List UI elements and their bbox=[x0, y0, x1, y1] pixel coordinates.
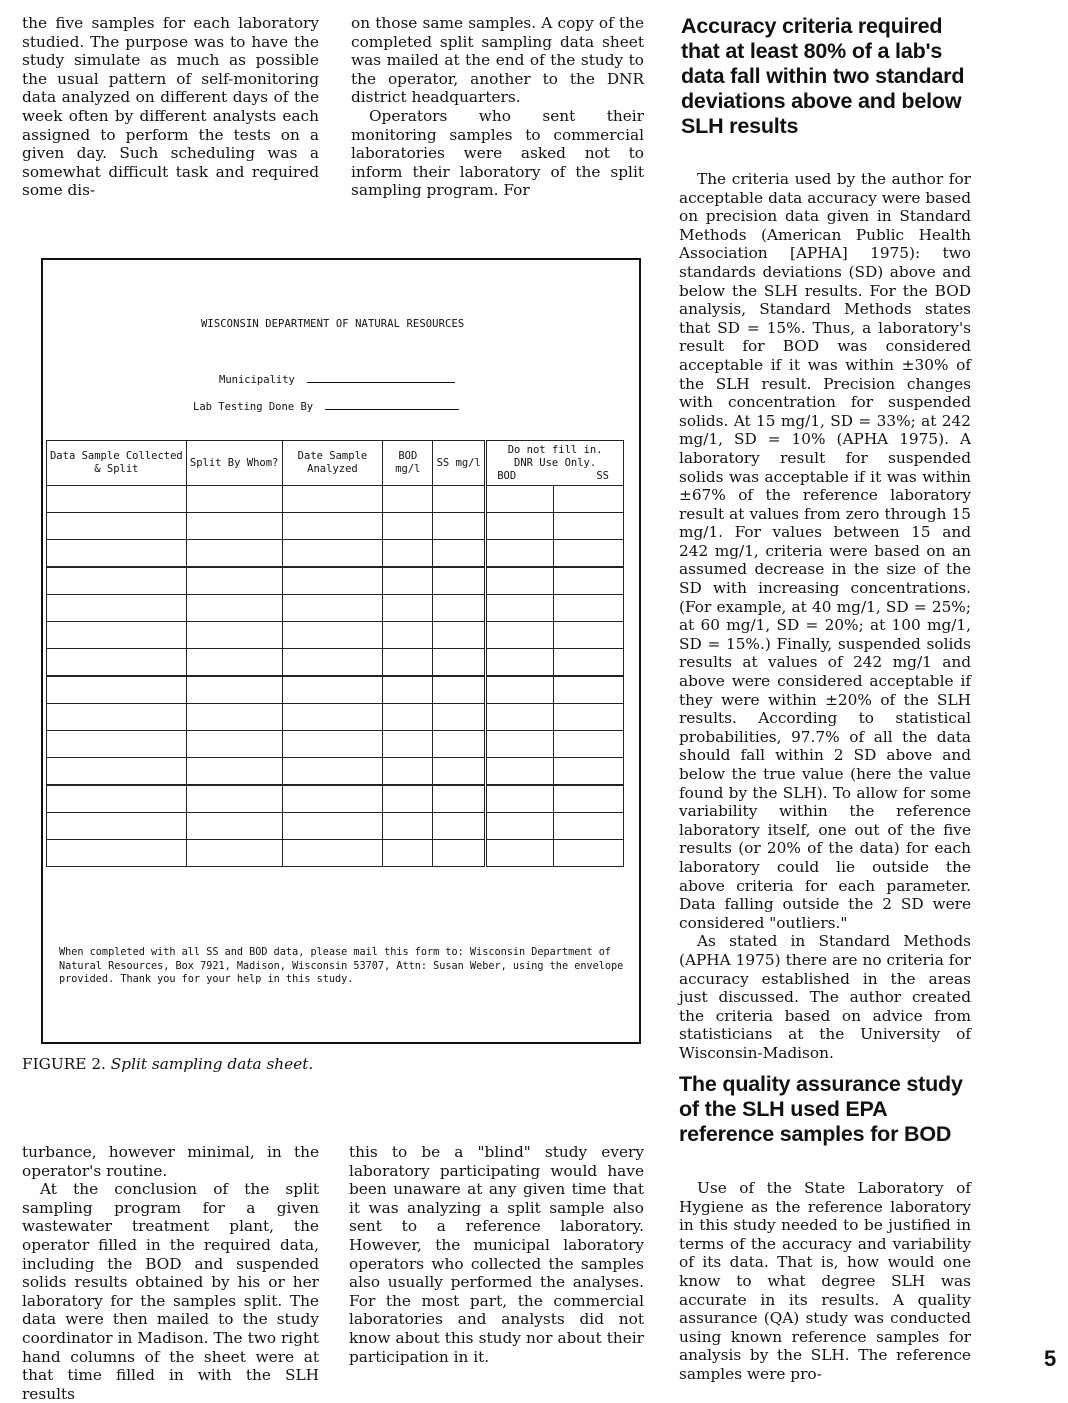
column1-top-text bbox=[22, 14, 319, 200]
table-cell bbox=[186, 676, 282, 704]
col1-top-paragraph: the five samples for each laboratory studied. The purpose was to have the study simulate as much as possible the usual pattern of self-monitoring data analyzed on different days of the week often by different analysts each assigned to perform the tests on a given day. Such scheduling was a somewhat difficult task and required some dis- bbox=[22, 14, 319, 200]
table-cell bbox=[383, 785, 433, 813]
table-cell bbox=[486, 622, 554, 649]
table-cell bbox=[383, 622, 433, 649]
table-cell bbox=[433, 540, 486, 568]
table-cell bbox=[186, 813, 282, 840]
section-heading-accuracy-criteria: Accuracy criteria required that at least 80% of a lab's data fall within two standard deviations above and below SLH results bbox=[681, 14, 965, 138]
table-cell bbox=[486, 595, 554, 622]
table-cell bbox=[433, 676, 486, 704]
col2-top-paragraph-1: on those same samples. A copy of the completed split sampling data sheet was mailed at the end of the study to the operator, another to the DNR district headquarters. bbox=[351, 14, 644, 107]
table-cell bbox=[433, 595, 486, 622]
page-number: 5 bbox=[1044, 1346, 1057, 1371]
table-cell bbox=[186, 622, 282, 649]
header-split-by: Split By Whom? bbox=[186, 441, 282, 486]
table-cell bbox=[47, 676, 187, 704]
table-cell bbox=[486, 813, 554, 840]
table-cell bbox=[47, 513, 187, 540]
table-cell bbox=[47, 758, 187, 786]
table-cell bbox=[282, 785, 383, 813]
table-cell bbox=[433, 813, 486, 840]
table-cell bbox=[554, 649, 624, 677]
col3-paragraph-3: Use of the State Laboratory of Hygiene as the reference laboratory in this study needed to be justified in terms of the accuracy and variability of its data. That is, how would one know to what degree SLH was accurate in its results. A quality assurance (QA) study was conducted using known reference samples for analysis by the SLH. The reference samples were pro- bbox=[679, 1179, 971, 1383]
table-cell bbox=[282, 513, 383, 540]
figure-caption bbox=[22, 1055, 313, 1073]
table-cell bbox=[554, 785, 624, 813]
table-cell bbox=[433, 567, 486, 595]
table-cell bbox=[486, 758, 554, 786]
col3-paragraph-2: As stated in Standard Methods (APHA 1975) there are no criteria for accuracy established in the areas just discussed. The author created the criteria based on advice from statisticians at the University of Wisconsin-Madison. bbox=[679, 932, 971, 1062]
table-row bbox=[47, 622, 624, 649]
table-cell bbox=[186, 785, 282, 813]
table-cell bbox=[186, 649, 282, 677]
col1-bottom-paragraph-2: At the conclusion of the split sampling program for a given wastewater treatment plant, the operator filled in the required data, including the BOD and suspended solids results obtained by his or her laboratory for the samples split. The data were then mailed to the study coordinator in Madison. The two right hand columns of the sheet were at that time filled in with the SLH results bbox=[22, 1180, 319, 1403]
table-cell bbox=[383, 567, 433, 595]
table-row bbox=[47, 731, 624, 758]
table-cell bbox=[47, 813, 187, 840]
table-row bbox=[47, 540, 624, 568]
table-cell bbox=[554, 567, 624, 595]
table-cell bbox=[433, 758, 486, 786]
lab-testing-label: Lab Testing Done By bbox=[193, 401, 314, 413]
table-cell bbox=[186, 704, 282, 731]
table-cell bbox=[282, 731, 383, 758]
table-cell bbox=[383, 676, 433, 704]
table-cell bbox=[47, 486, 187, 513]
municipality-line bbox=[219, 372, 455, 387]
table-cell bbox=[186, 486, 282, 513]
table-cell bbox=[486, 785, 554, 813]
table-cell bbox=[383, 758, 433, 786]
dnr-ss-label: SS bbox=[596, 469, 609, 482]
table-cell bbox=[554, 513, 624, 540]
table-cell bbox=[433, 840, 486, 867]
header-dnr-use bbox=[486, 441, 624, 486]
form-title: WISCONSIN DEPARTMENT OF NATURAL RESOURCES bbox=[201, 318, 465, 330]
split-sampling-data-sheet bbox=[41, 258, 641, 1044]
table-cell bbox=[186, 513, 282, 540]
table-cell bbox=[554, 840, 624, 867]
column1-bottom-text bbox=[22, 1143, 319, 1403]
table-row bbox=[47, 704, 624, 731]
header-date-analyzed: Date Sample Analyzed bbox=[282, 441, 383, 486]
table-row bbox=[47, 486, 624, 513]
table-cell bbox=[486, 704, 554, 731]
table-cell bbox=[282, 676, 383, 704]
table-cell bbox=[383, 513, 433, 540]
column3-bottom-text bbox=[679, 1179, 971, 1384]
table-cell bbox=[186, 567, 282, 595]
table-cell bbox=[282, 840, 383, 867]
data-table bbox=[46, 440, 624, 867]
column3-body-text bbox=[679, 170, 971, 1063]
municipality-label: Municipality bbox=[219, 374, 295, 386]
table-cell bbox=[186, 595, 282, 622]
table-cell bbox=[186, 731, 282, 758]
table-cell bbox=[47, 622, 187, 649]
section-heading-quality-assurance: The quality assurance study of the SLH used EPA reference samples for BOD bbox=[679, 1072, 963, 1146]
table-cell bbox=[282, 813, 383, 840]
table-cell bbox=[383, 731, 433, 758]
table-row bbox=[47, 840, 624, 867]
table-cell bbox=[486, 676, 554, 704]
dnr-note-2: DNR Use Only. bbox=[514, 456, 597, 469]
table-cell bbox=[433, 486, 486, 513]
dnr-note-1: Do not fill in. bbox=[507, 443, 603, 456]
col2-bottom-paragraph-1: this to be a "blind" study every laboratory participating would have been unaware at any given time that it was analyzing a split sample also sent to a reference laboratory. However, the municipal laboratory operators who collected the samples also usually performed the analyses. For the most part, the commercial laboratories and analysts did not know about this study nor about their participation in it. bbox=[349, 1143, 644, 1366]
dnr-bod-label: BOD bbox=[497, 469, 517, 482]
col1-bottom-paragraph-1: turbance, however minimal, in the operator's routine. bbox=[22, 1143, 319, 1180]
table-row bbox=[47, 649, 624, 677]
table-cell bbox=[282, 595, 383, 622]
caption-text: Split sampling data sheet. bbox=[110, 1055, 314, 1073]
table-cell bbox=[554, 731, 624, 758]
table-cell bbox=[47, 704, 187, 731]
header-data-sample: Data Sample Collected & Split bbox=[47, 441, 187, 486]
table-cell bbox=[47, 840, 187, 867]
column2-top-text bbox=[351, 14, 644, 200]
table-cell bbox=[554, 595, 624, 622]
table-cell bbox=[486, 731, 554, 758]
table-cell bbox=[554, 486, 624, 513]
table-cell bbox=[186, 840, 282, 867]
lab-testing-blank bbox=[325, 399, 459, 410]
table-cell bbox=[433, 622, 486, 649]
table-row bbox=[47, 513, 624, 540]
table-row bbox=[47, 595, 624, 622]
table-cell bbox=[383, 540, 433, 568]
table-cell bbox=[383, 704, 433, 731]
caption-label: FIGURE 2. bbox=[22, 1055, 106, 1073]
table-cell bbox=[433, 704, 486, 731]
table-cell bbox=[186, 540, 282, 568]
table-cell bbox=[433, 513, 486, 540]
table-cell bbox=[47, 785, 187, 813]
form-footer-instructions: When completed with all SS and BOD data, please mail this form to: Wisconsin Department of Natural Resources, Box 7921, Madison, Wisconsin 53707, Attn: Susan Weber, using the envelope provided. Thank you for your help in this study. bbox=[59, 947, 624, 985]
header-ss: SS mg/l bbox=[433, 441, 486, 486]
table-cell bbox=[433, 785, 486, 813]
table-cell bbox=[383, 813, 433, 840]
header-bod: BOD mg/l bbox=[383, 441, 433, 486]
table-cell bbox=[282, 622, 383, 649]
table-cell bbox=[282, 567, 383, 595]
table-cell bbox=[282, 486, 383, 513]
table-cell bbox=[282, 704, 383, 731]
table-cell bbox=[554, 758, 624, 786]
table-cell bbox=[47, 649, 187, 677]
table-cell bbox=[282, 758, 383, 786]
table-cell bbox=[47, 731, 187, 758]
table-row bbox=[47, 813, 624, 840]
table-cell bbox=[47, 567, 187, 595]
table-cell bbox=[486, 486, 554, 513]
table-cell bbox=[554, 622, 624, 649]
table-cell bbox=[554, 540, 624, 568]
table-cell bbox=[433, 731, 486, 758]
table-cell bbox=[554, 813, 624, 840]
table-cell bbox=[486, 840, 554, 867]
table-cell bbox=[383, 649, 433, 677]
table-cell bbox=[433, 649, 486, 677]
table-header-row bbox=[47, 441, 624, 486]
table-row bbox=[47, 676, 624, 704]
table-cell bbox=[486, 567, 554, 595]
table-cell bbox=[554, 676, 624, 704]
table-cell bbox=[486, 649, 554, 677]
table-row bbox=[47, 785, 624, 813]
table-cell bbox=[383, 595, 433, 622]
dnr-subheaders bbox=[487, 470, 623, 483]
municipality-blank bbox=[307, 372, 455, 383]
col2-top-paragraph-2: Operators who sent their monitoring samples to commercial laboratories were asked not to inform their laboratory of the split sampling program. For bbox=[351, 106, 644, 200]
column2-bottom-text bbox=[349, 1143, 644, 1366]
table-cell bbox=[186, 758, 282, 786]
table-cell bbox=[383, 840, 433, 867]
table-row bbox=[47, 758, 624, 786]
table-cell bbox=[383, 486, 433, 513]
col3-paragraph-1: The criteria used by the author for acceptable data accuracy were based on precision data given in Standard Methods (American Public Health Association [APHA] 1975): two standards deviations (SD) above and below the SLH results. For the BOD analysis, Standard Methods states that SD = 15%. Thus, a laboratory's result for BOD was considered acceptable if it was within ±30% of the SLH result. Precision changes with concentration for suspended solids. At 15 mg/1, SD = 33%; at 242 mg/1, SD = 10% (APHA 1975). A laboratory result for suspended solids was acceptable if it was within ±67% of the reference laboratory result at values from zero through 15 mg/1. For values between 15 and 242 mg/1, criteria were based on an assumed decrease in the size of the SD with increasing concentrations. (For example, at 40 mg/1, SD = 25%; at 60 mg/1, SD = 20%; at 100 mg/1, SD = 15%.) Finally, suspended solids results at values of 242 mg/1 and above were considered acceptable if they were within ±20% of the SLH results. According to statistical probabilities, 97.7% of all the data should fall within 2 SD above and below the true value (here the value found by the SLH). To allow for some variability within the reference laboratory itself, one out of the five results (or 20% of the data) for each laboratory could lie outside the above criteria for each parameter. Data falling outside the 2 SD were considered "outliers." bbox=[679, 170, 971, 932]
table-cell bbox=[47, 595, 187, 622]
table-cell bbox=[486, 540, 554, 568]
table-cell bbox=[282, 649, 383, 677]
lab-testing-line bbox=[193, 399, 459, 414]
table-cell bbox=[282, 540, 383, 568]
table-cell bbox=[554, 704, 624, 731]
table-cell bbox=[486, 513, 554, 540]
table-cell bbox=[47, 540, 187, 568]
table-row bbox=[47, 567, 624, 595]
